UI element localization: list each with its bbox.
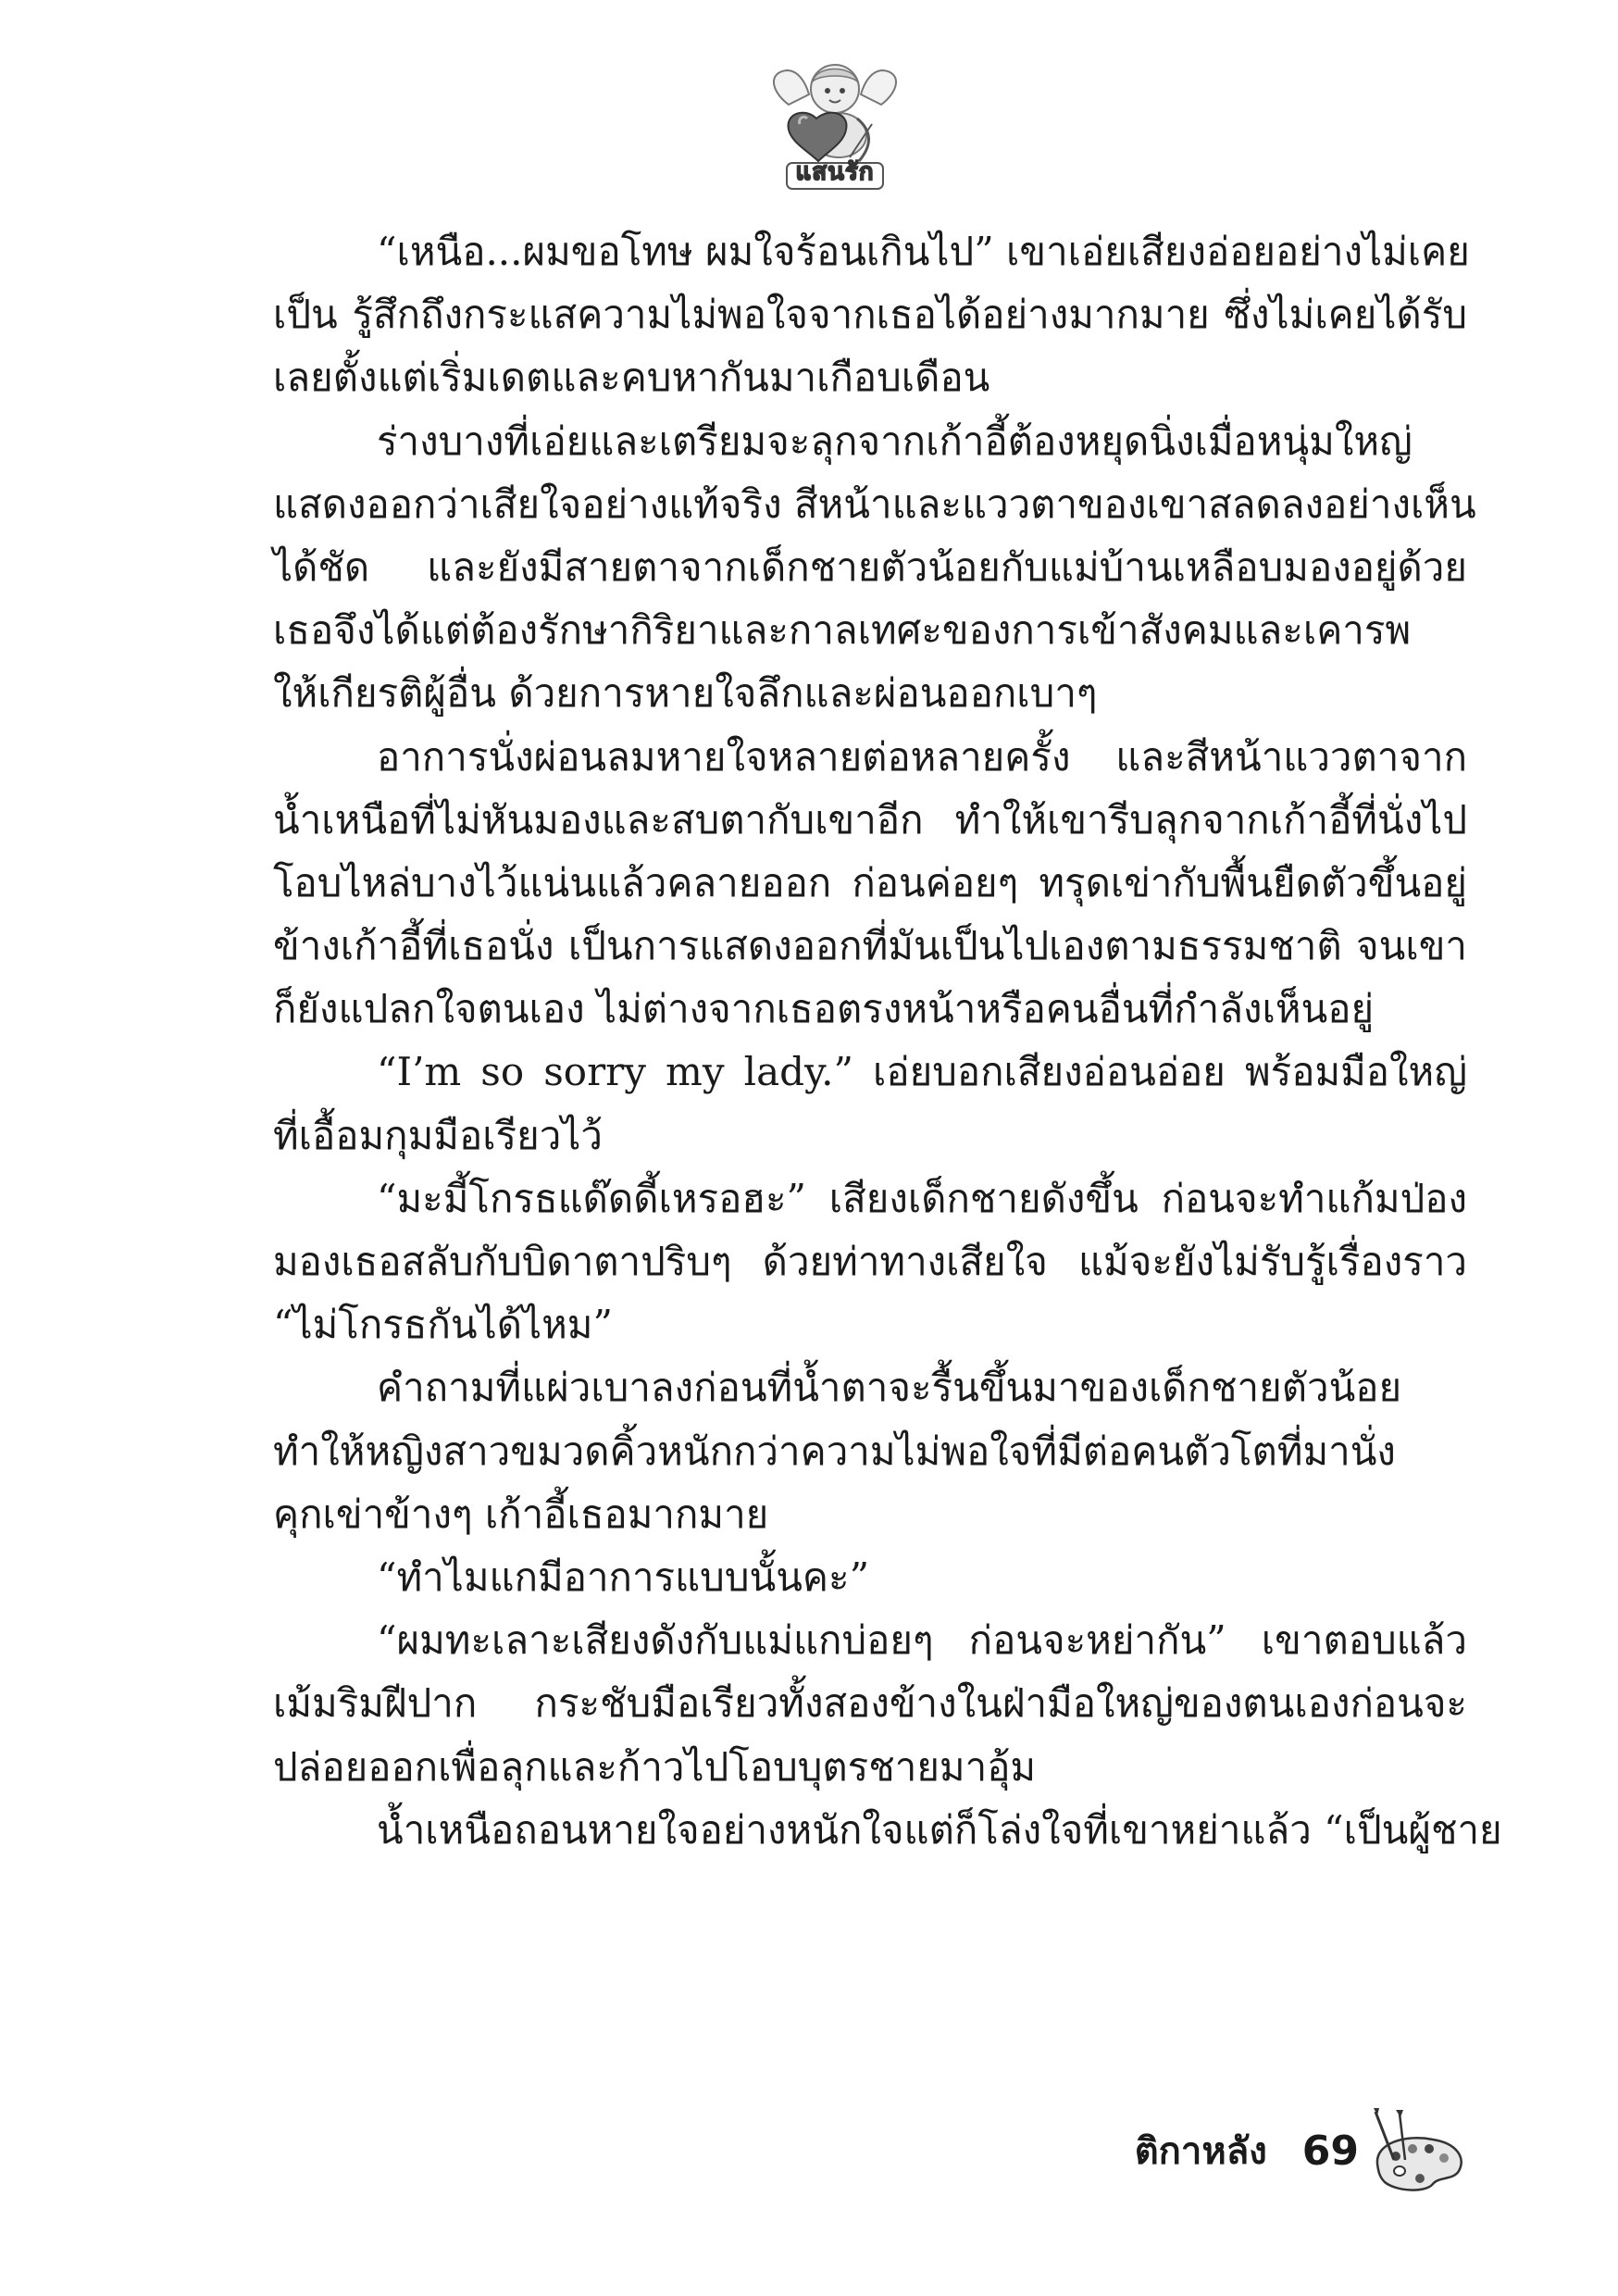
- text-line: ข้างเก้าอี้ที่เธอนั่ง เป็นการแสดงออกที่มันเป็นไปเองตามธรรมชาติ จนเขา: [273, 923, 1467, 969]
- text-line: เลยตั้งแต่เริ่มเดตและคบหากันมาเกือบเดือน: [273, 355, 990, 401]
- publisher-logo: [761, 54, 909, 193]
- text-line: ร่างบางที่เอ่ยและเตรียมจะลุกจากเก้าอี้ต้องหยุดนิ่งเมื่อหนุ่มใหญ่: [377, 418, 1413, 464]
- text-line: โอบไหล่บางไว้แน่นแล้วคลายออก ก่อนค่อยๆ ทรุดเข่ากับพื้นยืดตัวขึ้นอยู่: [273, 859, 1467, 905]
- logo-text: แสนรัก: [795, 158, 875, 186]
- page-number: 69: [1301, 2127, 1359, 2175]
- book-title: ติกาหลัง: [1134, 2130, 1267, 2173]
- text-line: คำถามที่แผ่วเบาลงก่อนที่น้ำตาจะรื้นขึ้นมาของเด็กชายตัวน้อย: [377, 1365, 1402, 1411]
- text-line: น้ำเหนือที่ไม่หันมองและสบตากับเขาอีก ทำให้เขารีบลุกจากเก้าอี้ที่นั่งไป: [273, 796, 1467, 842]
- text-line: มองเธอสลับกับบิดาตาปริบๆ ด้วยท่าทางเสียใจ แม้จะยังไม่รับรู้เรื่องราว: [273, 1239, 1467, 1284]
- text-line: น้ำเหนือถอนหายใจอย่างหนักใจแต่ก็โล่งใจที่เขาหย่าแล้ว “เป็นผู้ชาย: [377, 1806, 1502, 1853]
- text-line: เม้มริมฝีปาก กระชับมือเรียวทั้งสองข้างในฝ่ามือใหญ่ของตนเองก่อนจะ: [273, 1680, 1467, 1727]
- text-line: “เหนือ...ผมขอโทษ ผมใจร้อนเกินไป” เขาเอ่ยเสียงอ่อยอย่างไม่เคย: [377, 229, 1470, 274]
- text-line: ปล่อยออกเพื่อลุกและก้าวไปโอบบุตรชายมาอุ้ม: [273, 1743, 1037, 1790]
- text-line: “I’m so sorry my lady.” เอ่ยบอกเสียงอ่อนอ่อย พร้อมมือใหญ่: [377, 1049, 1467, 1095]
- paint-palette-icon: [1368, 2106, 1470, 2195]
- text-line: “ไม่โกรธกันได้ไหม”: [273, 1302, 613, 1348]
- text-line: ได้ชัด และยังมีสายตาจากเด็กชายตัวน้อยกับแม่บ้านเหลือบมองอยู่ด้วย: [273, 543, 1467, 590]
- text-line: “มะมี้โกรธแด๊ดดี้เหรอฮะ” เสียงเด็กชายดังขึ้น ก่อนจะทำแก้มป่อง: [377, 1175, 1467, 1221]
- text-line: อาการนั่งผ่อนลมหายใจหลายต่อหลายครั้ง และสีหน้าแววตาจาก: [377, 733, 1467, 780]
- text-line: เป็น รู้สึกถึงกระแสความไม่พอใจจากเธอได้อย่างมากมาย ซึ่งไม่เคยได้รับ: [273, 292, 1467, 338]
- page-footer: [1135, 2100, 1470, 2202]
- text-line: “ทำไมแกมีอาการแบบนั้นคะ”: [377, 1554, 870, 1600]
- text-line: เธอจึงได้แต่ต้องรักษากิริยาและกาลเทศะของการเข้าสังคมและเคารพ: [273, 607, 1412, 654]
- text-line: ให้เกียรติผู้อื่น ด้วยการหายใจลึกและผ่อนออกเบาๆ: [273, 670, 1098, 717]
- text-line: ก็ยังแปลกใจตนเอง ไม่ต่างจากเธอตรงหน้าหรือคนอื่นที่กำลังเห็นอยู่: [273, 986, 1375, 1032]
- text-line: แสดงออกว่าเสียใจอย่างแท้จริง สีหน้าและแววตาของเขาสลดลงอย่างเห็น: [273, 480, 1476, 527]
- text-line: ที่เอื้อมกุมมือเรียวไว้: [273, 1112, 604, 1158]
- text-line: ทำให้หญิงสาวขมวดคิ้วหนักกว่าความไม่พอใจที่มีต่อคนตัวโตที่มานั่ง: [273, 1428, 1396, 1474]
- text-line: คุกเข่าข้างๆ เก้าอี้เธอมากมาย: [273, 1491, 769, 1537]
- text-line: “ผมทะเลาะเสียงดังกับแม่แกบ่อยๆ ก่อนจะหย่ากัน” เขาตอบแล้ว: [377, 1617, 1467, 1664]
- body-text: [273, 220, 1502, 1862]
